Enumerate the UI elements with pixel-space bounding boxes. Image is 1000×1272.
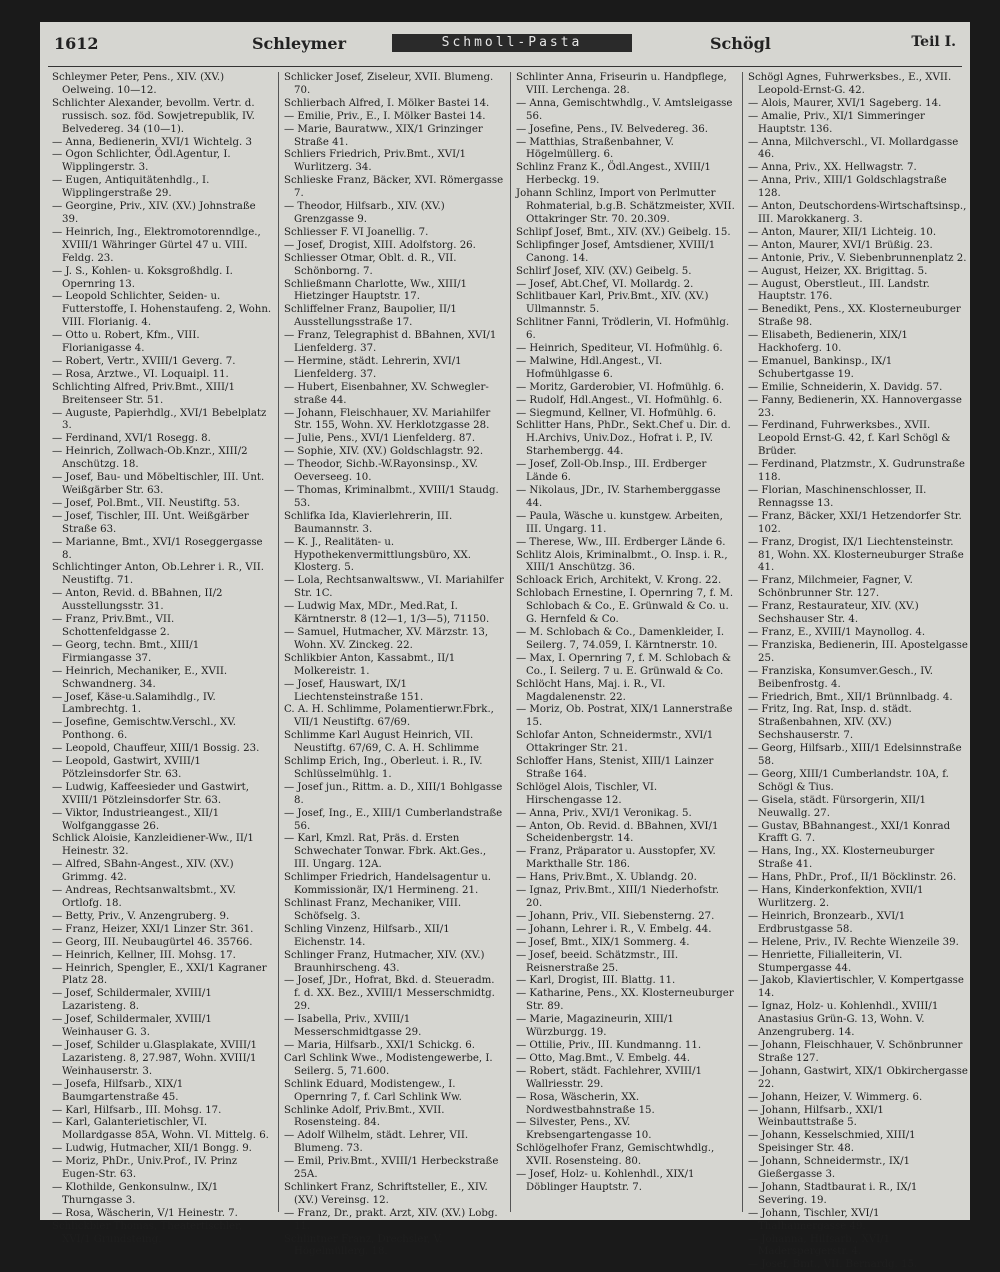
- directory-entry: — Moriz, Ob. Postrat, XIX/1 Lannerstraße 15.: [516, 704, 733, 729]
- directory-entry: Schlichter Alexander, bevollm. Vertr. d. russisch. soz. föd. Sowjetrepublik, IV. Belvedereg. 34 (10—1).: [52, 97, 255, 135]
- directory-entry: — Theodor, Hilfsarb., XIV. (XV.) Grenzgasse 9.: [284, 201, 445, 225]
- column-divider: [742, 72, 743, 1212]
- directory-entry: — Maria, Hilfsarb., XXI/1 Schickg. 6.: [284, 1039, 475, 1051]
- directory-entry: — Katharine, Pens., XX. Klosterneuburger Str. 89.: [516, 988, 734, 1013]
- directory-entry: — Anna, Milchverschl., VI. Mollardgasse 46.: [748, 136, 959, 161]
- directory-entry: — Otto u. Robert, Kfm., VIII. Florianigasse 4.: [52, 330, 200, 355]
- directory-entry: — Leopold, Chauffeur, XIII/1 Bossig. 23.: [52, 743, 260, 755]
- directory-entry: — Thomas, Kriminalbmt., XVIII/1 Staudg. 53.: [284, 485, 499, 509]
- directory-entry: — Franz, Drogist, IX/1 Liechtensteinstr. 81, Wohn. XX. Klosterneuburger Straße 41.: [748, 536, 964, 574]
- directory-entry: — Franz, E., XVIII/1 Maynollog. 4.: [748, 626, 926, 638]
- directory-entry: — Ignaz, Holz- u. Kohlenhdl., XVIII/1 Anastasius Grün-G. 13, Wohn. V. Anzengruberg. 14.: [748, 1001, 939, 1039]
- header-last-entry: Schögl: [710, 34, 771, 53]
- directory-entry: — Franz, Priv.Bmt., VII. Schottenfeldgasse 2.: [52, 614, 175, 638]
- directory-entry: — Ferdinand, Fuhrwerksbes., XVII. Leopold Ernst-G. 42, f. Karl Schögl & Brüder.: [748, 420, 951, 458]
- directory-entry: Schlierbach Alfred, I. Mölker Bastei 14.: [284, 97, 490, 109]
- directory-entry: — Georg, Hilfsarb., XIII/1 Edelsinnstraße 58.: [748, 743, 962, 768]
- part-label: Teil I.: [911, 34, 956, 50]
- directory-entry: — Josef, Bmt., VII. Bernardg. 15.: [748, 1259, 918, 1271]
- directory-entry: Schlögel Alois, Tischler, VI. Hirschengasse 12.: [516, 781, 658, 806]
- directory-entry: Schleymer Peter, Pens., XIV. (XV.) Oelweing. 10—12.: [52, 72, 225, 96]
- directory-entry: — K. J., Realitäten- u. Hypothekenvermittlungsbüro, XX. Klosterg. 5.: [284, 536, 471, 574]
- directory-entry: — Fanny, Bedienerin, XX. Hannovergasse 23.: [748, 394, 962, 419]
- directory-entry: Schlirf Josef, XIV. (XV.) Geibelg. 5.: [516, 265, 692, 277]
- directory-entry: — Georg, III. Neubaugürtel 46. 35766.: [52, 936, 253, 948]
- directory-entry: — Hans, Priv.Bmt., X. Ublandg. 20.: [516, 872, 697, 884]
- directory-entry: Carl Schlink Wwe., Modistengewerbe, I. Seilerg. 5, 71.600.: [284, 1052, 493, 1077]
- directory-entry: — Moriz, PhDr., Univ.Prof., IV. Prinz Eugen-Str. 63.: [52, 1156, 238, 1181]
- page-number: 1612: [54, 34, 99, 53]
- directory-entry: — Anton, Revid. d. BBahnen, II/2 Ausstellungsstr. 31.: [52, 588, 223, 613]
- directory-entry: — Anna, Priv., XVI/1 Veronikag. 5.: [516, 807, 692, 819]
- directory-entry: — Johann, Kesselschmied, XIII/1 Speisinger Str. 48.: [748, 1130, 916, 1155]
- directory-entry: — Anton, Deutschordens-Wirtschaftsinsp., III. Marokkanerg. 3.: [748, 201, 967, 225]
- directory-entry: — Marie, Magazineurin, XIII/1 Würzburgg. 19.: [516, 1014, 674, 1039]
- directory-entry: — Emil, Priv.Bmt., XVIII/1 Herbeckstraße 25A.: [284, 1156, 499, 1181]
- directory-entry: Schlinter Anna, Friseurin u. Handpflege, VIII. Lerchenga. 28.: [516, 72, 727, 96]
- directory-entry: Schlitbauer Karl, Priv.Bmt., XIV. (XV.) Ullmannstr. 5.: [516, 291, 709, 316]
- directory-entry: — Franziska, Konsumver.Gesch., IV. Beibenfrostg. 4.: [748, 665, 934, 690]
- directory-entry: — Silvester, Pens., XV. Krebsengartengasse 10.: [516, 1117, 652, 1142]
- directory-entry: — Anton, Ob. Revid. d. BBahnen, XVI/1 Scheidenbergstr. 14.: [516, 820, 719, 845]
- directory-entry: Schlimme Karl August Heinrich, VII. Neustiftg. 67/69, C. A. H. Schlimme: [284, 730, 479, 755]
- directory-entry: Schlichting Alfred, Priv.Bmt., XIII/1 Breitenseer Str. 51.: [52, 381, 235, 406]
- directory-entry: Schlinkert Franz, Schriftsteller, E., XIV. (XV.) Vereinsg. 12.: [284, 1181, 488, 1206]
- directory-entry: — Florian, Maschinenschlosser, II. Rennagsse 13.: [748, 485, 927, 509]
- header-first-entry: Schleymer: [252, 34, 347, 53]
- directory-entry: — Adolf Wilhelm, städt. Lehrer, VII. Blumeng. 73.: [284, 1130, 469, 1155]
- directory-entry: Schlifka Ida, Klavierlehrerin, III. Baumannstr. 3.: [284, 510, 453, 535]
- directory-entry: — Josef, Zoll-Ob.Insp., III. Erdberger Lände 6.: [516, 459, 707, 484]
- directory-entry: — Anton, Maurer, XVI/1 Brüßig. 23.: [748, 239, 933, 251]
- directory-entry: — Georgine, Priv., XIV. (XV.) Johnstraße 39.: [52, 201, 256, 225]
- directory-entry: — Franz, Bäcker, XXI/1 Hetzendorfer Str. 102.: [748, 510, 962, 535]
- directory-entry: — Rudolf, Hdl.Angest., VI. Hofmühlg. 6.: [516, 394, 723, 406]
- directory-entry: — Josef, Abt.Chef, VI. Mollardg. 2.: [516, 278, 694, 290]
- directory-entry: — Josef jun., Rittm. a. D., XIII/1 Bohlgasse 8.: [284, 781, 503, 806]
- columns: [40, 72, 970, 1271]
- directory-entry: — Hans, PhDr., Prof., II/1 Böcklinstr. 26.: [748, 872, 957, 884]
- directory-entry: — Sophie, XIV. (XV.) Goldschlagstr. 92.: [284, 446, 484, 458]
- directory-entry: — Emilie, Priv., E., I. Mölker Bastei 14.: [284, 110, 486, 122]
- column-divider: [278, 72, 279, 1212]
- directory-entry: — August, Heizer, XX. Brigittag. 5.: [748, 265, 928, 277]
- directory-entry: — Emilie, Schneiderin, X. Davidg. 57.: [748, 381, 943, 393]
- directory-entry: — Josef, Käse-u.Salamihdlg., IV. Lambrechtg. 1.: [52, 691, 216, 716]
- directory-entry: — Josef, Tischler, III. Unt. Weißgärber Straße 63.: [52, 510, 249, 535]
- directory-entry: Schlofar Anton, Schneidermstr., XVI/1 Ottakringer Str. 21.: [516, 730, 714, 755]
- directory-entry: Schlimp Erich, Ing., Oberleut. i. R., IV. Schlüsselmühlg. 1.: [284, 756, 483, 780]
- directory-entry: — Johann, Heizer, V. Wimmerg. 6.: [748, 1091, 923, 1103]
- directory-entry: Schliesser F. VI Joanellig. 7.: [284, 226, 429, 238]
- directory-entry: — Alfred, SBahn-Angest., XIV. (XV.) Grimmg. 42.: [52, 859, 234, 884]
- directory-entry: — Heinrich, Zollwach-Ob.Knzr., XIII/2 Anschützg. 18.: [52, 446, 248, 471]
- directory-entry: — Josef, Ing., E., XIII/1 Cumberlandstraße 56.: [284, 807, 503, 832]
- directory-entry: — Johann, Stadtbaurat i. R., IX/1 Severing. 19.: [748, 1181, 918, 1206]
- directory-entry: Schlitter Hans, PhDr., Sekt.Chef u. Dir. d. H.Archivs, Univ.Doz., Hofrat i. P., IV. Starhembergg. 44.: [516, 420, 731, 458]
- directory-entry: — Ferdinand, XVI/1 Rosegg. 8.: [52, 433, 211, 445]
- directory-entry: — Emanuel, Bankinsp., IX/1 Schubertgasse 19.: [748, 355, 893, 380]
- directory-entry: — Johann, Gastwirt, XIX/1 Obkirchergasse 22.: [748, 1065, 968, 1090]
- directory-entry: — Ogon Schlichter, Ödl.Agentur, I. Wipplingerstr. 3.: [52, 149, 231, 174]
- directory-entry: — Max, I. Opernring 7, f. M. Schlobach & Co., I. Seilerg. 7 u. E. Grünwald & Co.: [516, 652, 731, 677]
- directory-entry: — Elisabeth, Bedienerin, XIX/1 Hackhoferg. 10.: [748, 330, 908, 355]
- directory-entry: — Ludwig, Hutmacher, XII/1 Bongg. 9.: [52, 1143, 252, 1155]
- directory-entry: — Rosa, Wäscherin, XX. Nordwestbahnstraße 15.: [516, 1091, 655, 1116]
- directory-entry: — Benedikt, Pens., XX. Klosterneuburger Straße 98.: [748, 304, 961, 329]
- directory-entry: — Julie, Pens., XVI/1 Lienfelderg. 87.: [284, 433, 476, 445]
- directory-entry: — Ludwig, Kaffeesieder und Gastwirt, XVIII/1 Pötzleinsdorfer Str. 63.: [52, 781, 249, 806]
- directory-entry: Schlobach Ernestine, I. Opernring 7, f. M. Schlobach & Co., E. Grünwald & Co. u. G. Hernfeld & Co.: [516, 588, 734, 626]
- directory-entry: — Malwine, Hdl.Angest., VI. Hofmühlgasse 6.: [516, 355, 663, 380]
- directory-entry: Schlöcht Hans, Maj. i. R., VI. Magdalenenstr. 22.: [516, 678, 666, 703]
- directory-entry: — Auguste, Papierhdlg., XVI/1 Bebelplatz 3.: [52, 407, 267, 432]
- directory-entry: — Karl, Galanterietischler, VI. Mollardgasse 85A, Wohn. VI. Mittelg. 6.: [52, 1117, 269, 1142]
- directory-entry: — Karl, Drogist, III. Blattg. 11.: [516, 975, 676, 987]
- directory-entry: — Eugen, Antiquitätenhdlg., I. Wipplingerstraße 29.: [52, 175, 210, 200]
- directory-entry: Schlicker Josef, Ziseleur, XVII. Blumeng. 70.: [284, 72, 494, 96]
- directory-entry: C. A. H. Schlimme, Polamentierwr.Fbrk., VII/1 Neustiftg. 67/69.: [284, 704, 494, 729]
- directory-entry: — Ferdinand, Platzmstr., X. Gudrunstraße 118.: [748, 459, 965, 484]
- directory-entry: Schlipfinger Josef, Amtsdiener, XVIII/1 Canong. 14.: [516, 239, 716, 264]
- directory-entry: — Helene, Priv., IV. Rechte Wienzeile 39.: [748, 936, 959, 948]
- directory-entry: — Anna, Priv., XX. Hellwagstr. 7.: [748, 162, 917, 174]
- directory-entry: Schlipf Josef, Bmt., XIV. (XV.) Geibelg. 15.: [516, 226, 731, 238]
- directory-entry: — Franz, Präparator u. Ausstopfer, XV. Markthalle Str. 186.: [516, 846, 716, 871]
- directory-entry: Schliesser Otmar, Oblt. d. R., VII. Schönborng. 7.: [284, 252, 457, 277]
- directory-entry: — Nikolaus, JDr., IV. Starhemberggasse 44.: [516, 485, 721, 509]
- directory-entry: Schlinast Franz, Mechaniker, VIII. Schöfselg. 3.: [284, 898, 462, 922]
- directory-entry: — Otto, Mag.Bmt., V. Embelg. 44.: [516, 1052, 690, 1064]
- directory-entry: — Robert, Vertr., XVIII/1 Geverg. 7.: [52, 355, 236, 367]
- directory-entry: — Theodor, Sichb.-W.Rayonsinsp., XV. Oeverseeg. 10.: [284, 459, 478, 484]
- directory-entry: — Robert, städt. Fachlehrer, XVIII/1 Wallriesstr. 29.: [516, 1065, 702, 1090]
- directory-entry: — Isabella, Priv., XVIII/1 Messerschmidtgasse 29.: [284, 1014, 422, 1039]
- directory-entry: — Jakob, Klaviertischler, V. Kompertgasse 14.: [748, 975, 964, 1000]
- directory-entry: — Franz, Telegraphist d. BBahnen, XVI/1 Lienfelderg. 37.: [284, 330, 497, 355]
- directory-entry: — August, Oberstleut., III. Landstr. Hauptstr. 176.: [748, 278, 930, 303]
- directory-entry: — Karl, Hilfsarb., III. Mohsg. 17.: [52, 1104, 222, 1116]
- directory-entry: — Moritz, Garderobier, VI. Hofmühlg. 6.: [516, 381, 725, 393]
- directory-entry: — Heinrich, Ing., Elektromotorenndlge., XVIII/1 Währinger Gürtel 47 u. VIII. Feldg. 23.: [52, 226, 261, 264]
- directory-entry: Schlintner Franz, Drechsler, V. Högelmüllerg. 18.: [284, 1233, 443, 1258]
- directory-entry: — Josef, Bmt., XIX/1 Sommerg. 4.: [516, 936, 690, 948]
- directory-entry: — Johann, Hilfsarb., XXI/1 Weinbauttstraße 5.: [748, 1104, 884, 1129]
- directory-entry: — Josef, Holz- u. Kohlenhdl., XIX/1 Döblinger Hauptstr. 7.: [516, 1169, 695, 1193]
- directory-entry: — Hans, Kinderkonfektion, XVII/1 Wurlitzerg. 2.: [748, 885, 924, 909]
- directory-entry: Schlichtinger Anton, Ob.Lehrer i. R., VII. Neustiftg. 71.: [52, 562, 265, 587]
- directory-page: [40, 22, 970, 1271]
- directory-entry: — Franz, Milchmeier, Fagner, V. Schönbrunner Str. 127.: [748, 575, 913, 600]
- directory-entry: — Matthias, Straßenbahner, V. Högelmüllerg. 6.: [516, 136, 674, 161]
- directory-entry: — Josef, Bau- und Möbeltischler, III. Unt. Weißgärber Str. 63.: [52, 472, 265, 496]
- directory-entry: — Marie, Bauratww., XIX/1 Grinzinger Straße 41.: [284, 123, 483, 148]
- directory-entry: Schlikbier Anton, Kassabmt., II/1 Molkereistr. 1.: [284, 652, 456, 677]
- directory-entry: Schögl Agnes, Fuhrwerksbes., E., XVII. Leopold-Ernst-G. 42.: [748, 72, 952, 96]
- directory-entry: Schlinger Franz, Hutmacher, XIV. (XV.) Braunhirscheng. 43.: [284, 949, 485, 974]
- directory-entry: — Fritz, Ing. Rat, Insp. d. städt. Straßenbahnen, XIV. (XV.) Sechshauserstr. 7.: [748, 704, 912, 742]
- directory-entry: Johann Schlinz, Import von Perlmutter Rohmaterial, b.g.B. Schätzmeister, XVII. Ottakringer Str. 70. 20.309.: [516, 188, 735, 225]
- directory-entry: — Franziska, Bedienerin, III. Apostelgasse 25.: [748, 639, 968, 664]
- directory-entry: — Amalie, Priv., XI/1 Simmeringer Hauptstr. 136.: [748, 110, 925, 135]
- directory-entry: — Heinrich, Spengler, E., XXI/1 Kagraner Platz 28.: [52, 962, 267, 987]
- directory-entry: — Anna, Gemischtwhdlg., V. Amtsleigasse 56.: [516, 97, 733, 122]
- directory-entry: — Klothilde, Genkonsulnw., IX/1 Thurngasse 3.: [52, 1181, 219, 1206]
- directory-entry: — Heinrich, Mechaniker, E., XVII. Schwandnerg. 34.: [52, 665, 228, 690]
- header-rule: [48, 66, 962, 67]
- directory-entry: — Johanna, Hilfsarb., XVI/1 Maderspergerstr. 4.: [748, 1233, 891, 1258]
- directory-entry: — Paula, Wäsche u. kunstgew. Arbeiten, III. Ungarg. 11.: [516, 510, 723, 535]
- directory-entry: Schlögelhofer Franz, Gemischtwhdlg., XVII. Rosensteing. 80.: [516, 1143, 715, 1168]
- directory-entry: — Leopold Schlichter, Seiden- u. Futterstoffe, I. Hohenstaufeng. 2, Wohn. VIII. Florianig. 4.: [52, 291, 272, 329]
- directory-entry: Schlimper Friedrich, Handelsagentur u. Kommissionär, IX/1 Hermineng. 21.: [284, 872, 492, 897]
- directory-entry: — Josef, beeid. Schätzmstr., III. Reisnerstraße 25.: [516, 949, 679, 974]
- directory-entry: — Henriette, Filialleiterin, VI. Stumpergasse 44.: [748, 949, 903, 974]
- directory-entry: Schlinke Adolf, Priv.Bmt., XVII. Rosensteing. 84.: [284, 1104, 445, 1129]
- page-header: [40, 22, 970, 62]
- directory-entry: Schlitz Alois, Kriminalbmt., O. Insp. i. R., XIII/1 Anschützg. 36.: [516, 549, 728, 574]
- directory-entry: — M. Schlobach & Co., Damenkleider, I. Seilerg. 7, 74.059, I. Kärntnerstr. 10.: [516, 626, 725, 651]
- directory-entry: Schling Vinzenz, Hilfsarb., XII/1 Eichenstr. 14.: [284, 923, 450, 948]
- column-3: [516, 72, 736, 1212]
- directory-entry: — Rosa, Arztwe., VI. Loquaipl. 11.: [52, 368, 229, 380]
- directory-entry: — Anna, Bedienerin, XVI/1 Wichtelg. 3: [52, 136, 252, 148]
- directory-entry: Schloack Erich, Architekt, V. Krong. 22.: [516, 575, 722, 587]
- directory-entry: — Heinrich, Kellner, III. Mohsg. 17.: [52, 949, 236, 961]
- directory-entry: — Franz, Restaurateur, XIV. (XV.) Sechshauser Str. 4.: [748, 601, 919, 626]
- directory-entry: Schließmann Charlotte, Ww., XIII/1 Hietzinger Hauptstr. 17.: [284, 278, 468, 303]
- directory-entry: — Andreas, Rechtsanwaltsbmt., XV. Ortlofg. 18.: [52, 885, 236, 909]
- column-4: [748, 72, 968, 1271]
- directory-entry: Schlick Aloisie, Kanzleidiener-Ww., II/1 Heinestr. 32.: [52, 833, 254, 858]
- directory-entry: Schlinz Franz K., Ödl.Angest., XVIII/1 Herbeckg. 19.: [516, 162, 711, 187]
- directory-entry: — Alois, Maurer, XVI/1 Sageberg. 14.: [748, 97, 942, 109]
- directory-entry: — Leopold, Gastwirt, XVIII/1 Pötzleinsdorfer Str. 63.: [52, 756, 201, 780]
- directory-entry: — Johann, Fleischhauer, V. Schönbrunner Straße 127.: [748, 1039, 963, 1064]
- directory-entry: — Josef, Pol.Bmt., VII. Neustiftg. 53.: [52, 497, 240, 509]
- column-2: [284, 72, 504, 1258]
- directory-entry: — Lola, Rechtsanwaltsww., VI. Mariahilfer Str. 1C.: [284, 575, 504, 600]
- directory-entry: — Johann, Lehrer i. R., V. Embelg. 44.: [516, 923, 712, 935]
- directory-entry: — J. S., Kohlen- u. Koksgroßhdlg. I. Opernring 13.: [52, 265, 233, 290]
- directory-entry: — Georg, XIII/1 Cumberlandstr. 10A, f. Schögl & Tius.: [748, 768, 949, 793]
- directory-entry: Schlieske Franz, Bäcker, XVI. Römergasse 7.: [284, 175, 504, 200]
- directory-entry: — Heinrich, Spediteur, VI. Hofmühlg. 6.: [516, 343, 723, 355]
- directory-entry: — Johann, Tischler, XVI/1 Thalhaimergasse 49.: [748, 1207, 880, 1232]
- directory-entry: — Johann, Fleischhauer, XV. Mariahilfer Str. 155, Wohn. XV. Herklotzgasse 28.: [284, 407, 491, 432]
- directory-entry: — Josefine, Pens., IV. Belvedereg. 36.: [516, 123, 708, 135]
- directory-entry: — Rosa, Wäscherin, V/1 Heinestr. 7.: [52, 1207, 238, 1219]
- column-divider: [510, 72, 511, 1212]
- directory-entry: — Georg, techn. Bmt., XIII/1 Firmiangasse 37.: [52, 639, 200, 664]
- directory-entry: — Gustav, BBahnangest., XXI/1 Konrad Krafft G. 7.: [748, 820, 951, 845]
- directory-entry: Schlink Eduard, Modistengew., I. Opernring 7, f. Carl Schlink Ww.: [284, 1078, 462, 1103]
- directory-entry: — Hermine, städt. Lehrerin, XVI/1 Lienfelderg. 37.: [284, 355, 462, 380]
- directory-entry: — Antonie, Priv., V. Siebenbrunnenplatz 2.: [748, 252, 967, 264]
- directory-entry: — Josefa, Hilfsarb., XIX/1 Baumgartenstraße 45.: [52, 1078, 184, 1103]
- directory-entry: — Josef, Schilder u.Glasplakate, XVIII/1 Lazaristeng. 8, 27.987, Wohn. XVIII/1 Weinhauserstr. 3.: [52, 1039, 257, 1077]
- directory-entry: — Hubert, Eisenbahner, XV. Schwegler- straße 44.: [284, 381, 489, 406]
- directory-entry: — Franz, Dr., prakt. Arzt, XIV. (XV.) Lobg. 11.: [284, 1207, 498, 1232]
- directory-entry: — Friedrich, Bmt., XII/1 Brünnlbadg. 4.: [748, 691, 953, 703]
- directory-entry: — Viktor, Industrieangest., XII/1 Wolfganggasse 26.: [52, 807, 220, 832]
- directory-entry: — Johann, Priv., VII. Siebensterng. 27.: [516, 910, 715, 922]
- directory-entry: — Josef, Hauswart, IX/1 Liechtensteinstraße 151.: [284, 678, 424, 703]
- directory-entry: — Betty, Priv., V. Anzengruberg. 9.: [52, 910, 230, 922]
- column-1: [52, 72, 272, 1245]
- directory-entry: — Karl, Kmzl. Rat, Präs. d. Ersten Schwechater Tonwar. Fbrk. Akt.Ges., III. Ungarg. 12A.: [284, 833, 487, 871]
- directory-entry: — Ludwig Max, MDr., Med.Rat, I. Kärntnerstr. 8 (12—1, 1/3—5), 71150.: [284, 601, 490, 626]
- directory-entry: Schliers Friedrich, Priv.Bmt., XVI/1 Wurlitzerg. 34.: [284, 149, 467, 174]
- directory-entry: — Anton, Maurer, XII/1 Lichteig. 10.: [748, 226, 937, 238]
- directory-entry: Schlickbier Thomas, Theatertischler, XVI/1 Grundsteing.: [52, 1220, 243, 1245]
- directory-entry: — Marianne, Bmt., XVI/1 Roseggergasse 8.: [52, 536, 263, 561]
- directory-entry: — Gisela, städt. Fürsorgerin, XII/1 Neuwallg. 27.: [748, 794, 927, 819]
- directory-entry: — Ottilie, Priv., III. Kundmanng. 11.: [516, 1039, 702, 1051]
- directory-entry: — Josef, Schildermaler, XVIII/1 Lazaristeng. 8.: [52, 988, 212, 1013]
- directory-entry: — Josef, Schildermaler, XVIII/1 Weinhauser G. 3.: [52, 1014, 212, 1039]
- directory-entry: — Samuel, Hutmacher, XV. Märzstr. 13, Wohn. XV. Zinckeg. 22.: [284, 626, 489, 651]
- directory-entry: — Ignaz, Priv.Bmt., XIII/1 Niederhofstr. 20.: [516, 885, 720, 909]
- directory-entry: Schliffelner Franz, Baupolier, II/1 Ausstellungsstraße 17.: [284, 304, 457, 329]
- directory-entry: — Josefine, Gemischtw.Verschl., XV. Ponthong. 6.: [52, 717, 237, 742]
- directory-entry: — Josef, Drogist, XIII. Adolfstorg. 26.: [284, 239, 476, 251]
- directory-entry: — Heinrich, Bronzearb., XVI/1 Erdbrustgasse 58.: [748, 910, 906, 935]
- directory-entry: — Anna, Priv., XIII/1 Goldschlagstraße 128.: [748, 175, 947, 200]
- directory-entry: — Franz, Heizer, XXI/1 Linzer Str. 361.: [52, 923, 254, 935]
- directory-entry: — Hans, Ing., XX. Klosterneuburger Straße 41.: [748, 846, 935, 871]
- directory-entry: — Johann, Schneidermstr., IX/1 Gießergasse 3.: [748, 1156, 911, 1181]
- directory-entry: — Therese, Ww., III. Erdberger Lände 6.: [516, 536, 726, 548]
- advertisement-banner: Schmoll-Pasta: [392, 34, 632, 52]
- directory-entry: Schloffer Hans, Stenist, XIII/1 Lainzer Straße 164.: [516, 756, 714, 780]
- directory-entry: Schlitner Fanni, Trödlerin, VI. Hofmühlg. 6.: [516, 317, 730, 342]
- directory-entry: — Siegmund, Kellner, VI. Hofmühlg. 6.: [516, 407, 717, 419]
- directory-entry: — Josef, JDr., Hofrat, Bkd. d. Steueradm. f. d. XX. Bez., XVIII/1 Messerschmidtg. 29.: [284, 975, 495, 1013]
